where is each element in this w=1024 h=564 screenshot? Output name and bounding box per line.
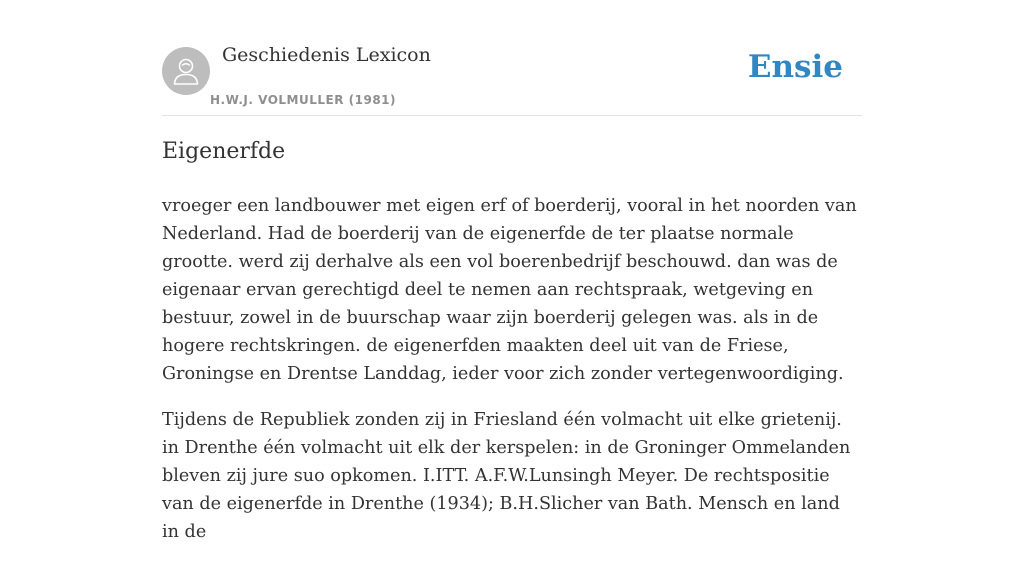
entry-body xyxy=(162,192,862,564)
avatar xyxy=(162,47,210,95)
lexicon-title[interactable]: Geschiedenis Lexicon xyxy=(222,44,431,66)
user-icon xyxy=(172,56,200,86)
header xyxy=(162,0,862,116)
body-paragraph: vroeger een landbouwer met eigen erf of boerderij, vooral in het noorden van Nederland. Had de boerderij van de eigenerfde de ter plaatse normale grootte. werd zij derhalve als een vol boerenbedrijf beschouwd. dan was de eigenaar ervan gerechtigd deel te nemen aan rechtspraak, wetgeving en bestuur, zowel in de buurschap waar zijn boerderij gelegen was. als in de hogere rechtskringen. de eigenerfden maakten deel uit van de Friese, Groningse en Drentse Landdag, ieder voor zich zonder vertegenwoordiging. xyxy=(162,196,857,384)
entry-title: Eigenerfde xyxy=(162,139,286,164)
content-column xyxy=(162,0,862,542)
brand-logo[interactable]: Ensie xyxy=(747,49,843,85)
body-paragraph: Tijdens de Republiek zonden zij in Friesland één volmacht uit elke grietenij. in Drenthe één volmacht uit elk der kerspelen: in de Groninger Ommelanden bleven zij jure suo opkomen. I.ITT. A.F.W.Lunsingh Meyer. De rechtspositie van de eigenerfde in Drenthe (1934); B.H.Slicher van Bath. Mensch en land in de xyxy=(162,410,851,542)
author-credit: H.W.J. VOLMULLER (1981) xyxy=(210,93,397,107)
